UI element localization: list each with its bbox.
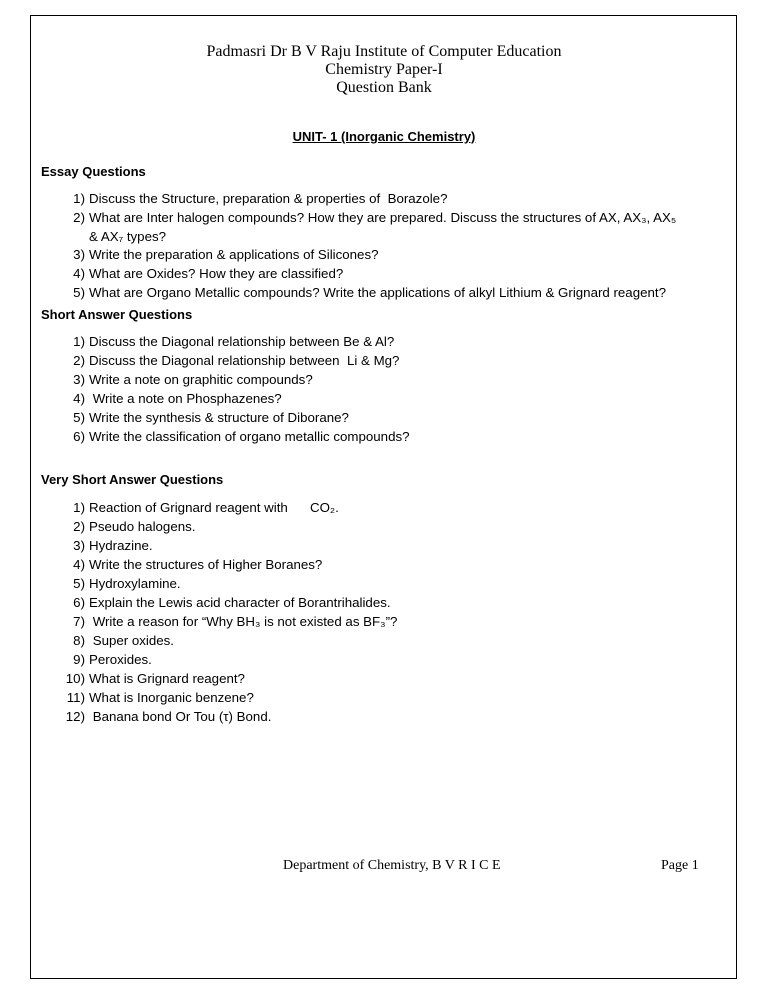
question-text: Write the classification of organo metallic compounds? bbox=[89, 429, 410, 444]
question-text: Banana bond Or Tou (τ) Bond. bbox=[89, 709, 272, 724]
question-number: 1) bbox=[73, 334, 85, 349]
question-text: & AX₇ types? bbox=[89, 228, 167, 244]
question-text: Super oxides. bbox=[89, 633, 175, 648]
question-number: 4) bbox=[73, 266, 85, 282]
question-text: Hydrazine. bbox=[89, 538, 153, 553]
question-number: 9) bbox=[73, 652, 85, 667]
question-number: 3) bbox=[73, 538, 85, 553]
question-text: What is Inorganic benzene? bbox=[89, 690, 254, 705]
question-number: 1) bbox=[73, 191, 85, 206]
question-text: Peroxides. bbox=[89, 652, 152, 667]
short-heading: Short Answer Questions bbox=[41, 307, 193, 322]
question-text: What is Grignard reagent? bbox=[89, 671, 245, 686]
question-text: Explain the Lewis acid character of Borantrihalides. bbox=[89, 595, 391, 610]
very-short-heading: Very Short Answer Questions bbox=[41, 472, 224, 487]
question-text: Discuss the Diagonal relationship between Li & Mg? bbox=[89, 353, 400, 368]
question-text: Write the synthesis & structure of Diborane? bbox=[89, 410, 349, 425]
question-number: 3) bbox=[73, 372, 85, 387]
question-number: 10) bbox=[65, 671, 85, 686]
question-text: Hydroxylamine. bbox=[89, 576, 181, 591]
document-title: Question Bank bbox=[336, 79, 432, 96]
question-number: 2) bbox=[73, 209, 85, 225]
question-text: Write a reason for “Why BH₃ is not existed as BF₃”? bbox=[89, 614, 398, 629]
question-number: 4) bbox=[73, 391, 85, 406]
unit-title: UNIT- 1 (Inorganic Chemistry) bbox=[292, 129, 476, 144]
question-number: 1) bbox=[73, 500, 85, 515]
essay-heading: Essay Questions bbox=[41, 164, 146, 179]
page-border bbox=[30, 15, 737, 979]
question-number: 8) bbox=[73, 633, 85, 648]
question-text: What are Oxides? How they are classified? bbox=[89, 266, 344, 282]
question-text: What are Inter halogen compounds? How they are prepared. Discuss the structures of AX, AX₃, AX₅ bbox=[89, 209, 677, 225]
footer-page-number: Page 1 bbox=[661, 858, 699, 873]
question-number: 5) bbox=[73, 410, 85, 425]
question-number: 6) bbox=[73, 595, 85, 610]
question-number: 5) bbox=[73, 285, 85, 300]
question-text: Discuss the Structure, preparation & properties of Borazole? bbox=[89, 191, 448, 206]
question-text: Write the structures of Higher Boranes? bbox=[89, 557, 323, 572]
question-text: Write a note on Phosphazenes? bbox=[89, 391, 282, 406]
institute-title: Padmasri Dr B V Raju Institute of Computer Education bbox=[206, 43, 562, 60]
question-text: Reaction of Grignard reagent with CO₂. bbox=[89, 500, 339, 515]
question-text: Discuss the Diagonal relationship between Be & Al? bbox=[89, 334, 395, 349]
question-text: Write a note on graphitic compounds? bbox=[89, 372, 313, 387]
question-number: 11) bbox=[66, 690, 85, 705]
question-number: 2) bbox=[73, 519, 85, 534]
question-text: Pseudo halogens. bbox=[89, 519, 196, 534]
question-number: 3) bbox=[73, 247, 85, 263]
paper-title: Chemistry Paper-I bbox=[325, 61, 443, 78]
question-number: 5) bbox=[73, 576, 85, 591]
question-text: Write the preparation & applications of Silicones? bbox=[89, 247, 379, 263]
question-number: 2) bbox=[73, 353, 85, 368]
question-number: 12) bbox=[65, 709, 85, 724]
footer-department: Department of Chemistry, B V R I C E bbox=[283, 858, 501, 873]
question-number: 6) bbox=[73, 429, 85, 444]
question-number: 4) bbox=[73, 557, 85, 572]
question-text: What are Organo Metallic compounds? Write the applications of alkyl Lithium & Grignard reagent? bbox=[89, 285, 666, 300]
question-number: 7) bbox=[73, 614, 85, 629]
